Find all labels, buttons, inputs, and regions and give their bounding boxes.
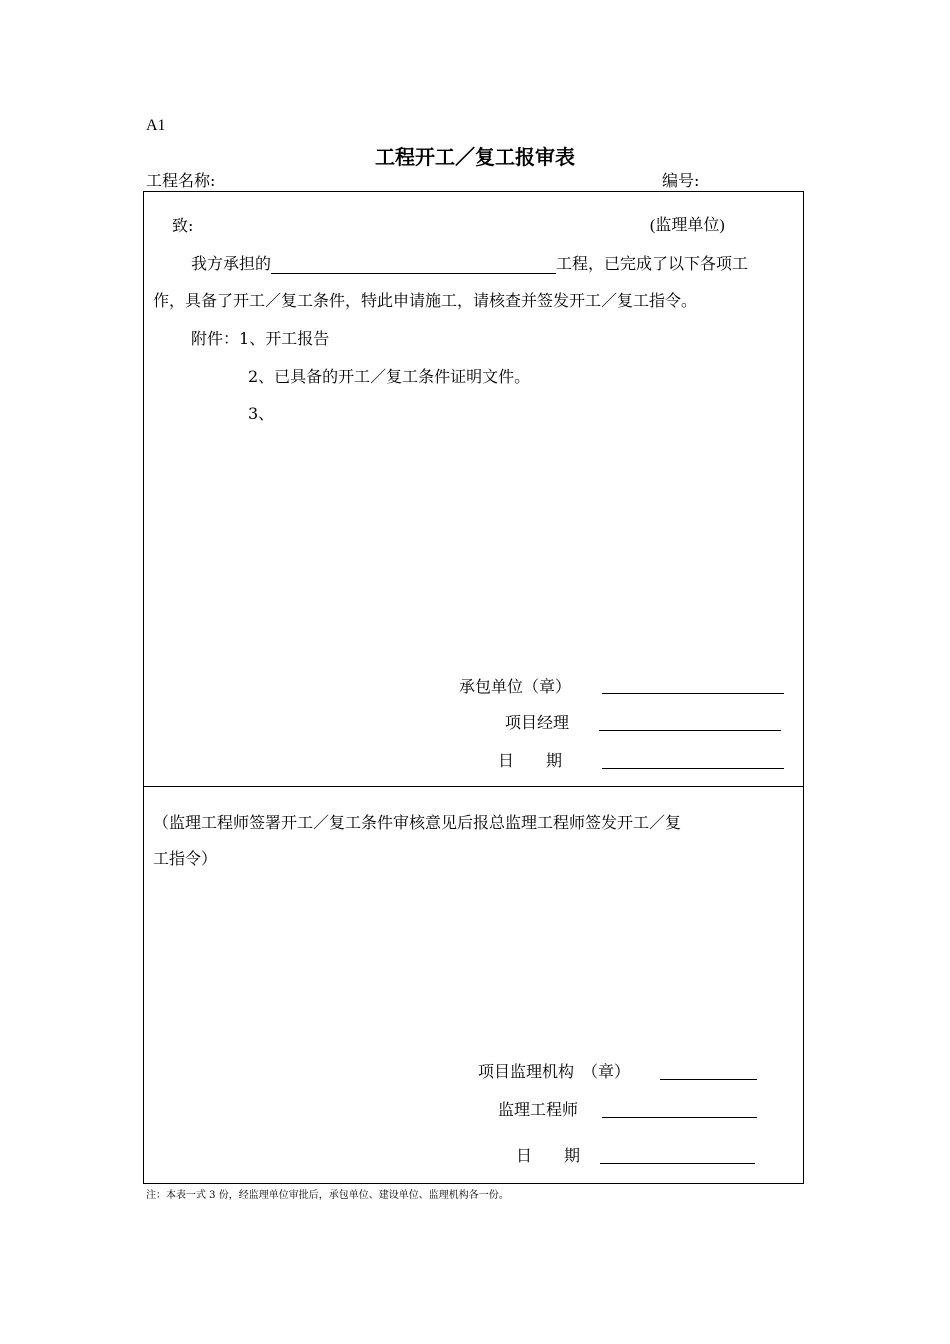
to-label: 致: (172, 216, 194, 235)
application-body-line2: 作，具备了开工／复工条件，特此申请施工，请核查并签发开工／复工指令。 (153, 291, 698, 310)
form-code: A1 (146, 117, 166, 134)
review-instruction-line1: （监理工程师签署开工／复工条件审核意见后报总监理工程师签发开工／复 (153, 813, 682, 832)
attachment-3: 3、 (248, 404, 275, 423)
review-instruction-line2: 工指令） (153, 849, 218, 868)
project-name-blank (271, 254, 556, 274)
form-title: 工程开工／复工报审表 (375, 145, 575, 169)
body-suffix: 工程，已完成了以下各项工 (556, 254, 749, 273)
application-section (143, 191, 804, 787)
application-body-line1 (191, 254, 748, 274)
application-date-line (602, 768, 784, 769)
attachment-2: 2、已具备的开工／复工条件证明文件。 (248, 367, 531, 386)
project-name-label: 工程名称: (146, 171, 216, 190)
supervisor-unit-label: (监理单位) (650, 217, 725, 234)
project-manager-label: 项目经理 (505, 713, 570, 732)
attachments-label: 附件： (191, 329, 240, 348)
review-date-label: 日 期 (516, 1146, 581, 1165)
contractor-seal-line (602, 693, 784, 694)
footer-note: 注：本表一式 3 份，经监理单位审批后，承包单位、建设单位、监理机构各一份。 (146, 1190, 509, 1201)
contractor-seal-label: 承包单位（章） (459, 677, 572, 696)
supervision-org-seal-label: 项目监理机构 （章） (478, 1062, 631, 1081)
serial-number-label: 编号: (662, 171, 700, 190)
review-date-line (600, 1163, 755, 1164)
application-date-label: 日 期 (498, 751, 563, 770)
review-section (143, 786, 804, 1184)
project-manager-line (599, 730, 781, 731)
attachments-line1 (191, 329, 329, 348)
supervising-engineer-label: 监理工程师 (498, 1100, 579, 1119)
body-prefix: 我方承担的 (191, 254, 272, 273)
attachment-1: 1、开工报告 (239, 329, 330, 348)
supervision-org-seal-line (660, 1079, 757, 1080)
supervising-engineer-line (602, 1117, 757, 1118)
